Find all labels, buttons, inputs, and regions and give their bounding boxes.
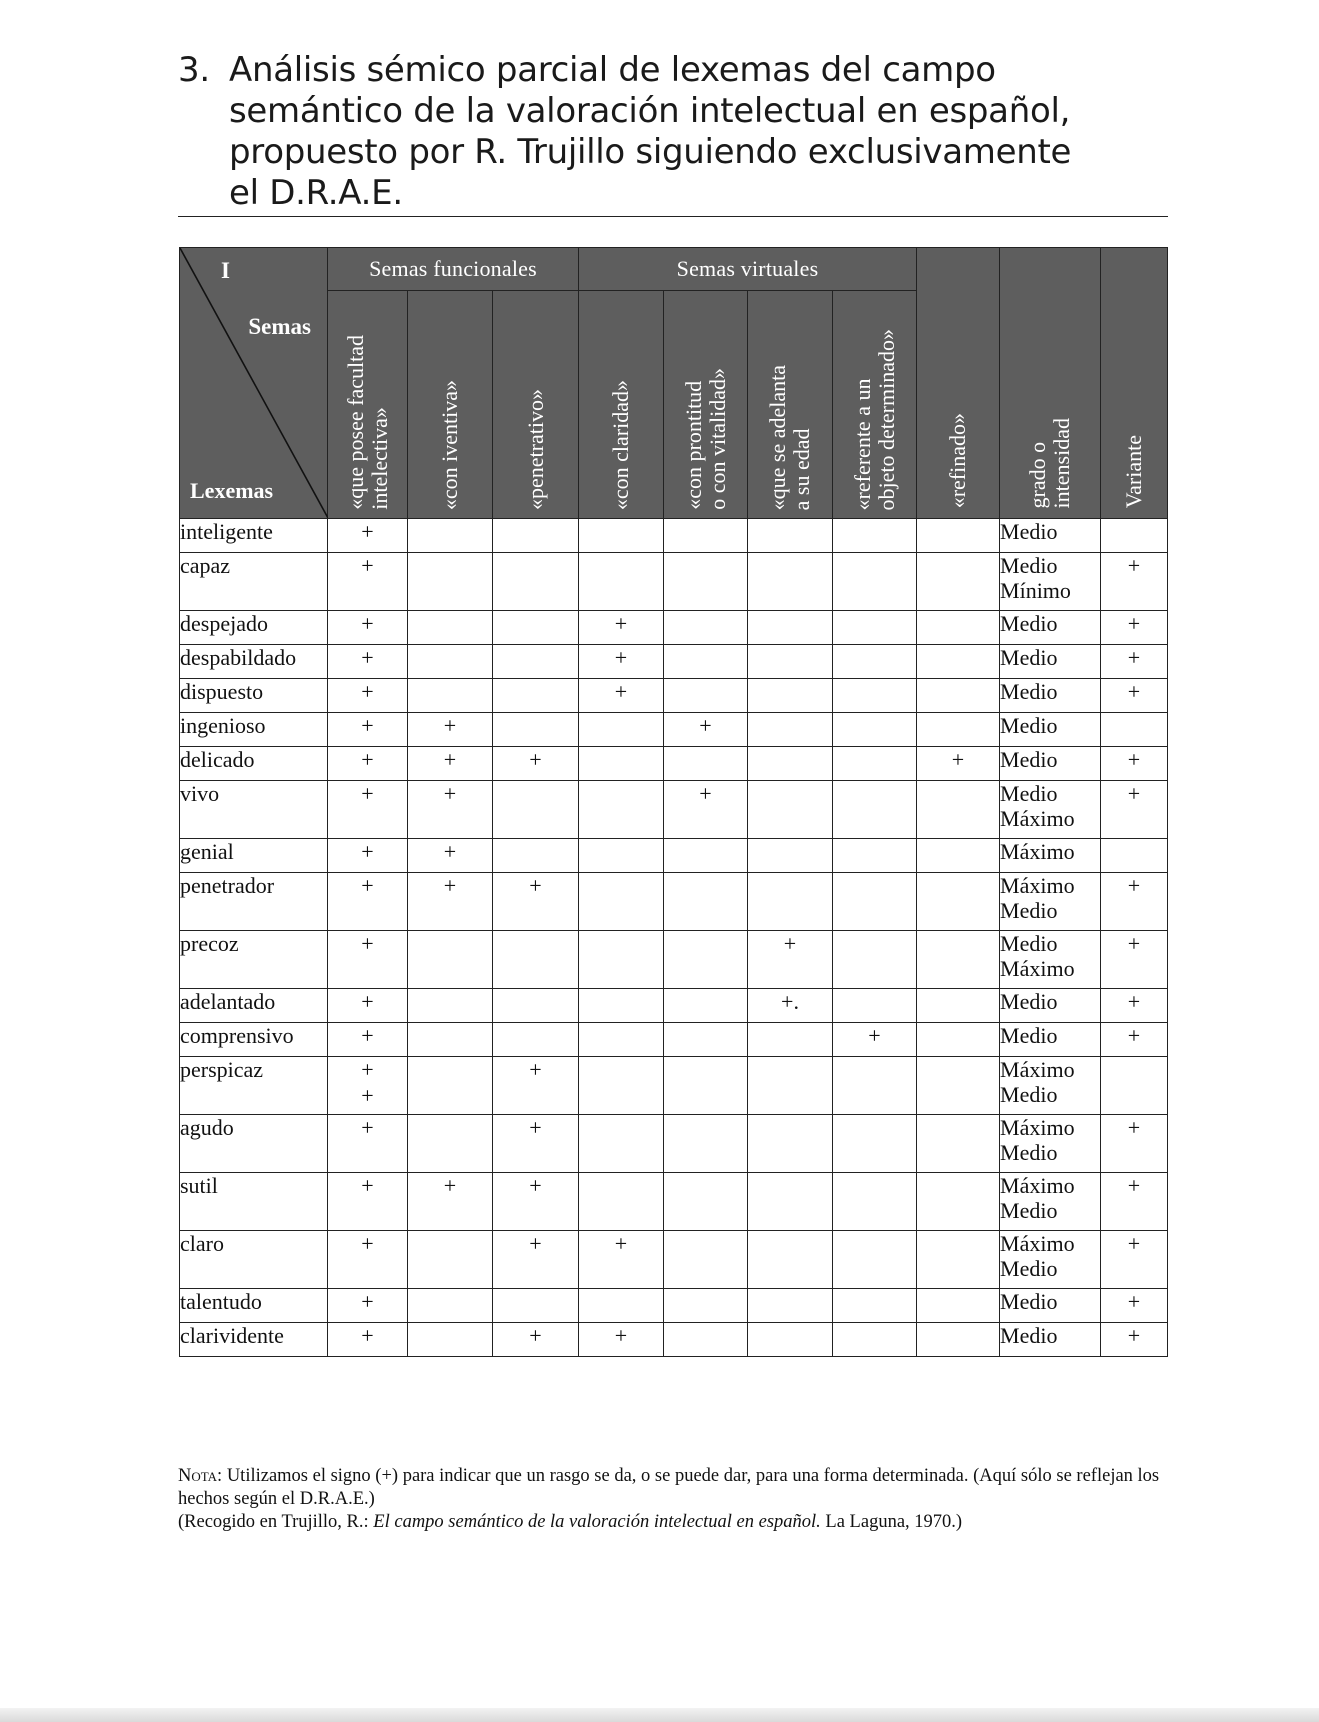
lexeme-cell: comprensivo <box>180 1023 328 1057</box>
table-corner-header <box>180 248 328 519</box>
seme-mark-cell: + <box>579 679 664 713</box>
seme-mark-cell <box>408 931 493 989</box>
seme-mark-cell: + <box>493 1323 579 1357</box>
degree-value: Máximo <box>1000 1231 1075 1256</box>
variant-cell: + <box>1101 645 1168 679</box>
seme-mark-cell <box>579 1115 664 1173</box>
seme-mark-cell <box>917 839 1000 873</box>
column-header-penetrativo: «penetrativo» <box>493 291 579 519</box>
degree-value: Máximo <box>1000 1057 1075 1082</box>
seme-mark-cell: + <box>493 873 579 931</box>
degree-value: Medio <box>1000 1023 1058 1048</box>
seme-mark-cell: + <box>408 713 493 747</box>
seme-mark-cell: + <box>579 1231 664 1289</box>
seme-mark-cell <box>664 1289 748 1323</box>
heading-line: semántico de la valoración intelectual en español, <box>229 91 1071 131</box>
degree-cell <box>1000 931 1101 989</box>
variant-cell: + <box>1101 931 1168 989</box>
degree-value: Máximo <box>1000 839 1075 864</box>
source-title: El campo semántico de la valoración intelectual en español. <box>373 1512 821 1532</box>
seme-mark-cell <box>917 781 1000 839</box>
seme-mark-cell <box>664 747 748 781</box>
lexeme-cell: clarividente <box>180 1323 328 1357</box>
column-header-prontitud: «con prontitud o con vitalidad» <box>664 291 748 519</box>
heading-line: el D.R.A.E. <box>229 173 403 213</box>
seme-mark-cell <box>408 1231 493 1289</box>
footnote-source <box>178 1511 1170 1534</box>
lexeme-cell: adelantado <box>180 989 328 1023</box>
seme-mark-cell <box>579 931 664 989</box>
seme-mark-cell <box>833 931 917 989</box>
seme-mark-cell <box>579 1057 664 1115</box>
seme-mark-cell: + <box>493 1173 579 1231</box>
degree-cell <box>1000 553 1101 611</box>
degree-value: Medio <box>1000 1198 1058 1223</box>
variant-cell: + <box>1101 553 1168 611</box>
seme-mark-cell <box>408 645 493 679</box>
seme-mark-cell <box>493 989 579 1023</box>
seme-mark-cell <box>748 1057 833 1115</box>
degree-value: Medio <box>1000 1289 1058 1314</box>
seme-mark-cell: + <box>328 645 408 679</box>
lexeme-cell: delicado <box>180 747 328 781</box>
seme-mark-cell: + <box>328 931 408 989</box>
degree-value: Medio <box>1000 1082 1058 1107</box>
degree-value: Máximo <box>1000 1115 1075 1140</box>
variant-cell: + <box>1101 679 1168 713</box>
seme-mark-cell <box>408 1023 493 1057</box>
semic-analysis-table <box>179 247 1168 1357</box>
seme-mark-cell <box>917 1057 1000 1115</box>
degree-value: Medio <box>1000 989 1058 1014</box>
seme-mark-cell <box>664 645 748 679</box>
table-row <box>180 611 1168 645</box>
seme-mark-cell: + <box>328 1289 408 1323</box>
table-row <box>180 931 1168 989</box>
degree-value: Medio <box>1000 679 1058 704</box>
degree-value: Medio <box>1000 931 1058 956</box>
degree-cell <box>1000 747 1101 781</box>
seme-mark-cell <box>833 873 917 931</box>
seme-mark-cell <box>408 519 493 553</box>
seme-mark-cell: + <box>328 1115 408 1173</box>
seme-mark-cell <box>748 839 833 873</box>
column-header-iventiva: «con iventiva» <box>408 291 493 519</box>
seme-mark-cell <box>917 713 1000 747</box>
seme-mark-cell <box>408 989 493 1023</box>
seme-mark-cell: + <box>328 873 408 931</box>
seme-mark-cell <box>408 553 493 611</box>
seme-mark-cell <box>579 713 664 747</box>
degree-value: Medio <box>1000 1140 1058 1165</box>
seme-mark-cell <box>833 839 917 873</box>
seme-mark-cell <box>833 553 917 611</box>
seme-mark-cell <box>664 519 748 553</box>
seme-mark-cell <box>664 1057 748 1115</box>
seme-mark-cell: + <box>664 781 748 839</box>
seme-mark-cell: + <box>408 873 493 931</box>
seme-mark-cell <box>664 839 748 873</box>
lexeme-cell: ingenioso <box>180 713 328 747</box>
seme-mark-cell <box>664 1115 748 1173</box>
seme-mark-cell: + <box>664 713 748 747</box>
table-row <box>180 1231 1168 1289</box>
seme-mark-cell: + <box>328 747 408 781</box>
degree-value: Máximo <box>1000 806 1075 831</box>
seme-mark-cell <box>493 519 579 553</box>
heading-title <box>229 50 1159 214</box>
degree-cell <box>1000 1323 1101 1357</box>
seme-mark-cell <box>833 747 917 781</box>
seme-mark-cell: + <box>833 1023 917 1057</box>
seme-mark-cell <box>664 679 748 713</box>
seme-mark-cell: + <box>328 679 408 713</box>
degree-cell <box>1000 1023 1101 1057</box>
corner-semas-label: Semas <box>248 314 311 339</box>
table-row <box>180 781 1168 839</box>
table-row <box>180 989 1168 1023</box>
degree-cell <box>1000 1289 1101 1323</box>
seme-mark-cell <box>917 611 1000 645</box>
degree-value: Máximo <box>1000 956 1075 981</box>
seme-mark-cell <box>748 1023 833 1057</box>
heading-rule <box>178 216 1168 217</box>
table-row <box>180 839 1168 873</box>
variant-cell: + <box>1101 1231 1168 1289</box>
seme-mark-cell <box>833 1231 917 1289</box>
seme-mark-cell <box>833 713 917 747</box>
seme-mark-cell <box>579 989 664 1023</box>
seme-mark-cell <box>833 679 917 713</box>
seme-mark-cell <box>579 553 664 611</box>
seme-mark-cell: + <box>328 1023 408 1057</box>
seme-mark-cell <box>748 747 833 781</box>
degree-cell <box>1000 1057 1101 1115</box>
column-header-refinado: «refinado» <box>917 248 1000 519</box>
degree-value: Medio <box>1000 747 1058 772</box>
variant-cell: + <box>1101 1289 1168 1323</box>
degree-cell <box>1000 1231 1101 1289</box>
seme-mark-cell <box>833 781 917 839</box>
lexeme-cell: claro <box>180 1231 328 1289</box>
degree-value: Máximo <box>1000 873 1075 898</box>
seme-mark-cell <box>917 1289 1000 1323</box>
degree-cell <box>1000 873 1101 931</box>
variant-cell <box>1101 839 1168 873</box>
lexeme-cell: capaz <box>180 553 328 611</box>
seme-mark-cell: + <box>579 1323 664 1357</box>
lexeme-cell: inteligente <box>180 519 328 553</box>
seme-mark-cell <box>408 1289 493 1323</box>
seme-mark-cell <box>833 989 917 1023</box>
seme-mark-cell <box>917 1023 1000 1057</box>
corner-roman-label: I <box>221 258 230 283</box>
degree-cell <box>1000 1115 1101 1173</box>
seme-mark-cell <box>748 781 833 839</box>
seme-mark-cell <box>748 1115 833 1173</box>
lexeme-cell: penetrador <box>180 873 328 931</box>
lexeme-cell: dispuesto <box>180 679 328 713</box>
variant-cell: + <box>1101 781 1168 839</box>
seme-mark-cell: + <box>328 781 408 839</box>
corner-lexemas-label: Lexemas <box>190 478 274 503</box>
seme-mark-cell <box>579 519 664 553</box>
seme-mark: + <box>361 1057 374 1082</box>
lexeme-cell: vivo <box>180 781 328 839</box>
degree-value: Medio <box>1000 713 1058 738</box>
heading-line: Análisis sémico parcial de lexemas del campo <box>229 50 996 90</box>
degree-value: Medio <box>1000 1323 1058 1348</box>
degree-cell <box>1000 1173 1101 1231</box>
column-header-claridad: «con claridad» <box>579 291 664 519</box>
table-row <box>180 1115 1168 1173</box>
seme-mark-cell: + <box>493 1057 579 1115</box>
seme-mark-cell <box>579 873 664 931</box>
table-row <box>180 519 1168 553</box>
seme-mark-cell <box>664 873 748 931</box>
seme-mark-cell <box>917 553 1000 611</box>
seme-mark-cell: + <box>579 645 664 679</box>
seme-mark-cell: + <box>579 611 664 645</box>
degree-value: Medio <box>1000 898 1058 923</box>
seme-mark-cell <box>493 553 579 611</box>
seme-mark-cell <box>664 1023 748 1057</box>
source-suffix: La Laguna, 1970.) <box>820 1512 963 1532</box>
table-row <box>180 873 1168 931</box>
group-header-virtuales: Semas virtuales <box>579 248 917 291</box>
seme-mark-cell <box>493 645 579 679</box>
degree-cell <box>1000 645 1101 679</box>
seme-mark-cell <box>748 1173 833 1231</box>
seme-mark-cell <box>748 679 833 713</box>
seme-mark-cell: +. <box>748 989 833 1023</box>
footnote-label: Nota: <box>178 1466 223 1486</box>
seme-mark-cell <box>748 713 833 747</box>
degree-value: Medio <box>1000 781 1058 806</box>
lexeme-cell: agudo <box>180 1115 328 1173</box>
seme-mark-cell <box>579 1173 664 1231</box>
seme-mark-cell <box>917 1173 1000 1231</box>
lexeme-cell: perspicaz <box>180 1057 328 1115</box>
seme-mark-cell: + <box>328 839 408 873</box>
table-row <box>180 645 1168 679</box>
seme-mark-cell <box>664 1323 748 1357</box>
table-row <box>180 553 1168 611</box>
scan-edge <box>0 1708 1319 1722</box>
column-header-edad: «que se adelanta a su edad <box>748 291 833 519</box>
degree-cell <box>1000 989 1101 1023</box>
seme-mark-cell <box>917 931 1000 989</box>
seme-mark: + <box>361 1083 374 1108</box>
lexeme-cell: precoz <box>180 931 328 989</box>
degree-cell <box>1000 519 1101 553</box>
seme-mark-cell: + <box>328 713 408 747</box>
column-header-variante: Variante <box>1101 248 1168 519</box>
seme-mark-cell <box>408 1057 493 1115</box>
table-row <box>180 1023 1168 1057</box>
seme-mark-cell: + <box>328 1323 408 1357</box>
table-row <box>180 713 1168 747</box>
seme-mark-cell <box>833 645 917 679</box>
variant-cell: + <box>1101 1173 1168 1231</box>
table-row <box>180 679 1168 713</box>
seme-mark-cell <box>748 1323 833 1357</box>
seme-mark-cell <box>664 611 748 645</box>
variant-cell <box>1101 1057 1168 1115</box>
seme-mark-cell: + <box>748 931 833 989</box>
seme-mark-cell <box>917 1231 1000 1289</box>
table-row <box>180 1323 1168 1357</box>
footnote <box>178 1465 1170 1534</box>
variant-cell: + <box>1101 747 1168 781</box>
seme-mark-cell: + <box>328 1173 408 1231</box>
seme-mark-cell <box>579 839 664 873</box>
table-row <box>180 1057 1168 1115</box>
seme-mark-cell: + <box>328 611 408 645</box>
seme-mark-cell <box>579 1289 664 1323</box>
table-row <box>180 1289 1168 1323</box>
seme-mark-cell <box>664 931 748 989</box>
seme-mark-cell <box>917 519 1000 553</box>
degree-value: Máximo <box>1000 1173 1075 1198</box>
lexeme-cell: despabildado <box>180 645 328 679</box>
degree-cell <box>1000 839 1101 873</box>
group-header-funcionales: Semas funcionales <box>328 248 579 291</box>
seme-mark-cell <box>664 1231 748 1289</box>
heading-line: propuesto por R. Trujillo siguiendo exclusivamente <box>229 132 1072 172</box>
degree-cell <box>1000 781 1101 839</box>
table-row <box>180 1173 1168 1231</box>
seme-mark-cell <box>664 989 748 1023</box>
seme-mark-cell <box>493 1023 579 1057</box>
table-body <box>180 519 1168 1357</box>
degree-value: Medio <box>1000 645 1058 670</box>
degree-value: Medio <box>1000 1256 1058 1281</box>
seme-mark-cell <box>328 1057 408 1115</box>
seme-mark-cell <box>833 1323 917 1357</box>
seme-mark-cell <box>748 645 833 679</box>
seme-mark-cell <box>748 1231 833 1289</box>
variant-cell: + <box>1101 873 1168 931</box>
seme-mark-cell <box>833 1173 917 1231</box>
seme-mark-cell: + <box>328 989 408 1023</box>
seme-mark-cell: + <box>408 839 493 873</box>
seme-mark-cell <box>408 679 493 713</box>
seme-mark-cell <box>748 611 833 645</box>
seme-mark-cell: + <box>328 553 408 611</box>
seme-mark-cell <box>664 1173 748 1231</box>
lexeme-cell: genial <box>180 839 328 873</box>
degree-value: Medio <box>1000 519 1058 544</box>
seme-mark-cell <box>493 781 579 839</box>
seme-mark-cell: + <box>493 1231 579 1289</box>
seme-mark-cell <box>408 1323 493 1357</box>
seme-mark-cell <box>917 679 1000 713</box>
seme-mark-cell <box>748 1289 833 1323</box>
footnote-text <box>178 1465 1170 1511</box>
seme-mark-cell <box>408 611 493 645</box>
seme-mark-cell <box>917 873 1000 931</box>
seme-mark-cell: + <box>493 747 579 781</box>
degree-cell <box>1000 611 1101 645</box>
column-header-facultad: «que posee facultad intelectiva» <box>328 291 408 519</box>
variant-cell: + <box>1101 611 1168 645</box>
seme-mark-cell: + <box>408 781 493 839</box>
seme-mark-cell: + <box>493 1115 579 1173</box>
variant-cell: + <box>1101 1115 1168 1173</box>
degree-cell <box>1000 713 1101 747</box>
seme-mark-cell <box>579 747 664 781</box>
variant-cell: + <box>1101 989 1168 1023</box>
seme-mark-cell <box>579 781 664 839</box>
variant-cell <box>1101 713 1168 747</box>
lexeme-cell: sutil <box>180 1173 328 1231</box>
source-prefix: (Recogido en Trujillo, R.: <box>178 1512 374 1532</box>
seme-mark-cell <box>917 1323 1000 1357</box>
seme-mark-cell: + <box>408 747 493 781</box>
seme-mark-cell <box>917 989 1000 1023</box>
lexeme-cell: despejado <box>180 611 328 645</box>
seme-mark-cell <box>493 679 579 713</box>
seme-mark-cell: + <box>408 1173 493 1231</box>
seme-mark-cell <box>493 931 579 989</box>
degree-value: Mínimo <box>1000 578 1071 603</box>
seme-mark-cell <box>748 553 833 611</box>
seme-mark-cell <box>833 611 917 645</box>
seme-mark-cell <box>664 553 748 611</box>
seme-mark-cell <box>493 611 579 645</box>
degree-value: Medio <box>1000 611 1058 636</box>
variant-cell: + <box>1101 1323 1168 1357</box>
footnote-body: Utilizamos el signo (+) para indicar que un rasgo se da, o se puede dar, para una forma determinada. (Aquí sólo se reflejan los hechos según el D.R.A.E.) <box>178 1466 1160 1509</box>
seme-mark-cell: + <box>328 519 408 553</box>
seme-mark-cell <box>493 713 579 747</box>
degree-value: Medio <box>1000 553 1058 578</box>
seme-mark-cell <box>917 1115 1000 1173</box>
variant-cell <box>1101 519 1168 553</box>
lexeme-cell: talentudo <box>180 1289 328 1323</box>
seme-mark-cell <box>748 873 833 931</box>
seme-mark-cell <box>408 1115 493 1173</box>
column-header-objeto: «referente a un objeto determinado» <box>833 291 917 519</box>
seme-mark-cell: + <box>917 747 1000 781</box>
seme-mark-cell: + <box>328 1231 408 1289</box>
seme-mark-cell <box>833 519 917 553</box>
variant-cell: + <box>1101 1023 1168 1057</box>
table-row <box>180 747 1168 781</box>
seme-mark-cell <box>833 1057 917 1115</box>
seme-mark-cell <box>579 1023 664 1057</box>
seme-mark-cell <box>493 1289 579 1323</box>
seme-mark-cell <box>493 839 579 873</box>
seme-mark-cell <box>917 645 1000 679</box>
seme-mark-cell <box>833 1289 917 1323</box>
column-header-grado: grado o intensidad <box>1000 248 1101 519</box>
degree-cell <box>1000 679 1101 713</box>
heading-number: 3. <box>178 50 210 90</box>
seme-mark-cell <box>833 1115 917 1173</box>
seme-mark-cell <box>748 519 833 553</box>
